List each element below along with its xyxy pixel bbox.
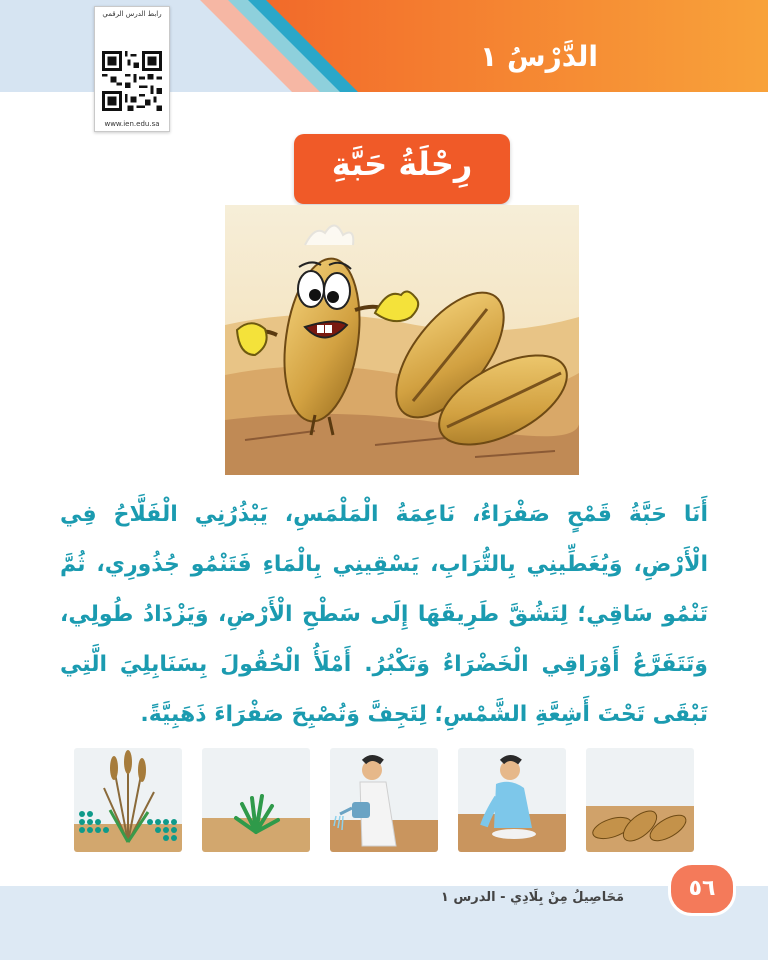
page-number-badge: ٥٦ xyxy=(668,862,736,916)
footer-band xyxy=(0,886,768,960)
seq-image-sprout xyxy=(202,748,310,852)
qr-code-icon[interactable] xyxy=(102,51,162,111)
qr-url[interactable]: www.ien.edu.sa xyxy=(104,120,160,128)
footer-title: مَحَاصِيلُ مِنْ بِلَادِي - الدرس ١ xyxy=(440,890,624,905)
story-title: رِحْلَةُ حَبَّةِ xyxy=(294,134,510,204)
seq-image-grains xyxy=(586,748,694,852)
seq-image-planting xyxy=(458,748,566,852)
qr-title: رابط الدرس الرقمي xyxy=(102,10,162,18)
seq-image-watering xyxy=(330,748,438,852)
lesson-label: الدَّرْسُ ١ xyxy=(480,40,598,73)
qr-card[interactable] xyxy=(94,6,170,132)
story-paragraph: أَنَا حَبَّةُ قَمْحٍ صَفْرَاءُ، نَاعِمَةُ الْمَلْمَسِ، يَبْذُرُنِي الْفَلَّاحُ فِي الْأَرْضِ، وَيُغَطِّينِي بِالتُّرَابِ، يَسْقِينِي بِالْمَاءِ فَتَنْمُو جُذُورِي، ثُمَّ تَنْمُو سَاقِي؛ لِتَشُقَّ طَرِيقَهَا إِلَى سَطْحِ الْأَرْضِ، وَيَزْدَادُ طُولِي، وَتَتَفَرَّعُ أَوْرَاقِي الْخَضْرَاءُ وَتَكْبُرُ. أَمْلَأُ الْحُقُولَ بِسَنَابِلِيَ الَّتِي تَبْقَى تَحْتَ أَشِعَّةِ الشَّمْسِ؛ لِتَجِفَّ وَتُصْبِحَ صَفْرَاءَ ذَهَبِيَّةً. xyxy=(60,502,708,727)
wheat-grain-illustration xyxy=(225,205,579,475)
seq-image-wheat-plant xyxy=(74,748,182,852)
